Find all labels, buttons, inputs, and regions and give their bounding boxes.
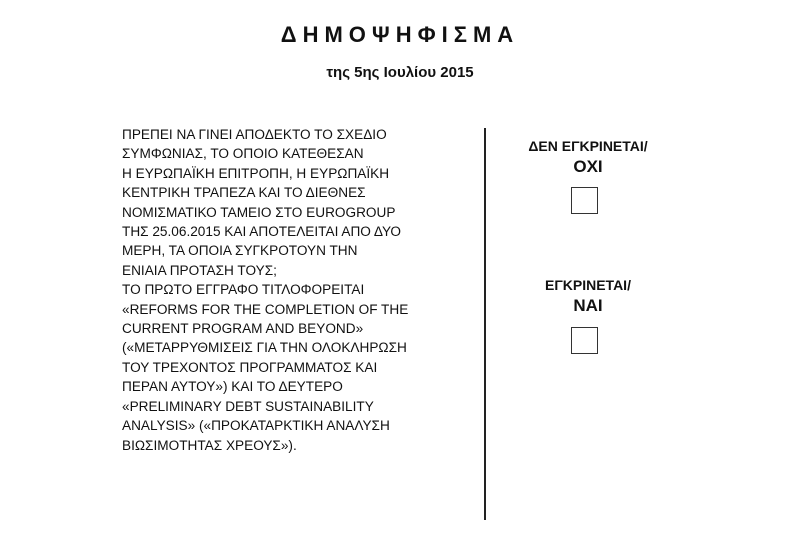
question-line: ΝΟΜΙΣΜΑΤΙΚΟ ΤΑΜΕΙΟ ΣΤΟ EUROGROUP — [122, 204, 396, 221]
option-yes-checkbox[interactable] — [571, 327, 598, 354]
question-line: ΠΕΡΑΝ ΑΥΤΟΥ») ΚΑΙ ΤΟ ΔΕΥΤΕΡΟ — [122, 379, 343, 396]
option-no-label: ΔΕΝ ΕΓΚΡΙΝΕΤΑΙ/ — [528, 138, 648, 154]
column-divider — [484, 128, 486, 520]
question-line: «REFORMS FOR THE COMPLETION OF THE — [122, 301, 409, 318]
question-line: («ΜΕΤΑΡΡΥΘΜΙΣΕΙΣ ΓΙΑ ΤΗΝ ΟΛΟΚΛΗΡΩΣΗ — [122, 340, 407, 357]
question-line: ΤΟΥ ΤΡΕΧΟΝΤΟΣ ΠΡΟΓΡΑΜΜΑΤΟΣ ΚΑΙ — [122, 359, 378, 376]
question-line: ΜΕΡΗ, ΤΑ ΟΠΟΙΑ ΣΥΓΚΡΟΤΟΥΝ ΤΗΝ — [122, 243, 358, 260]
ballot-date: της 5ης Ιουλίου 2015 — [326, 64, 474, 81]
question-line: ΤΗΣ 25.06.2015 ΚΑΙ ΑΠΟΤΕΛΕΙΤΑΙ ΑΠΟ ΔΥΟ — [122, 224, 401, 241]
question-line: ΤΟ ΠΡΩΤΟ ΕΓΓΡΑΦΟ ΤΙΤΛΟΦΟΡΕΙΤΑΙ — [122, 282, 365, 299]
ballot-question — [122, 126, 453, 456]
question-line: ΒΙΩΣΙΜΟΤΗΤΑΣ ΧΡΕΟΥΣ»). — [122, 437, 297, 454]
question-line: CURRENT PROGRAM AND BEYOND» — [122, 321, 364, 338]
question-line: ΕΝΙΑΙΑ ΠΡΟΤΑΣΗ ΤΟΥΣ; — [122, 262, 277, 279]
question-line: Η ΕΥΡΩΠΑΪΚΗ ΕΠΙΤΡΟΠΗ, Η ΕΥΡΩΠΑΪΚΗ — [122, 165, 390, 182]
option-no-checkbox[interactable] — [571, 187, 598, 214]
question-line: «PRELIMINARY DEBT SUSTAINABILITY — [122, 398, 374, 415]
option-yes-word: ΝΑΙ — [573, 296, 603, 315]
question-line: ΣΥΜΦΩΝΙΑΣ, ΤΟ ΟΠΟΙΟ ΚΑΤΕΘΕΣΑΝ — [122, 146, 364, 163]
option-no-word: ΟΧΙ — [573, 157, 603, 176]
question-line: ANALYSIS» («ΠΡΟΚΑΤΑΡΚΤΙΚΗ ΑΝΑΛΥΣΗ — [122, 418, 390, 435]
question-line: ΚΕΝΤΡΙΚΗ ΤΡΑΠΕΖΑ ΚΑΙ ΤΟ ΔΙΕΘΝΕΣ — [122, 185, 366, 202]
option-yes-label: ΕΓΚΡΙΝΕΤΑΙ/ — [545, 277, 631, 293]
question-line: ΠΡΕΠΕΙ ΝΑ ΓΙΝΕΙ ΑΠΟΔΕΚΤΟ ΤΟ ΣΧΕΔΙΟ — [122, 127, 387, 143]
ballot-title: ΔΗΜΟΨΗΦΙΣΜΑ — [280, 22, 520, 47]
